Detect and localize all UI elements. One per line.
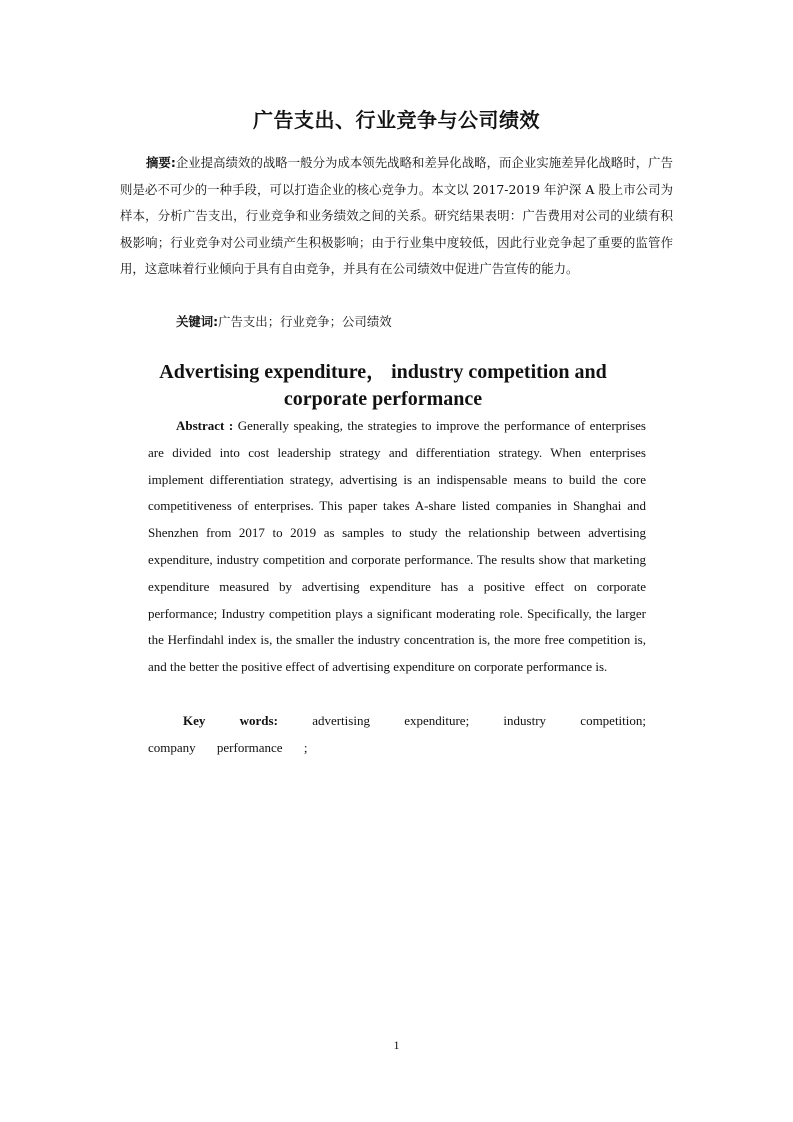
chinese-keywords (176, 309, 676, 335)
chinese-keywords-label: 关键词: (176, 314, 219, 329)
chinese-abstract (120, 150, 673, 283)
chinese-keywords-text: 广告支出；行业竞争；公司绩效 (218, 314, 392, 329)
english-abstract-label: Abstract : (176, 418, 234, 433)
english-keywords-text: advertising expenditure; industry competition; company performance ; (148, 713, 647, 755)
english-title-line-1: Advertising expenditure， industry competition and (159, 361, 607, 383)
page-number: 1 (393, 1038, 400, 1052)
chinese-abstract-text: 企业提高绩效的战略一般分为成本领先战略和差异化战略，而企业实施差异化战略时，广告则是必不可少的一种手段，可以打造企业的核心竞争力。本文以 2017-2019 年沪深 A 股上市公司为样本，分析广告支出，行业竞争和业务绩效之间的关系。研究结果表明：广告费用对公司的业绩有积极影响；行业竞争对公司业绩产生积极影响；由于行业集中度较低，因此行业竞争起了重要的监管作用，这意味着行业倾向于具有自由竞争，并具有在公司绩效中促进广告宣传的能力。 (120, 155, 674, 276)
chinese-title: 广告支出、行业竞争与公司绩效 (253, 108, 540, 132)
english-title-line-2: corporate performance (283, 388, 483, 410)
english-keywords-label: Key words: (183, 713, 278, 728)
english-abstract-text: Generally speaking, the strategies to improve the performance of enterprises are divided into cost leadership strategy and differentiation strategy. When enterprises implement differentiation strategy, advertising is an indispensable means to build the core competitiveness of enterprises. This paper takes A-share listed companies in Shanghai and Shenzhen from 2017 to 2019 as samples to study the relationship between advertising expenditure, industry competition and corporate performance. The results show that marketing expenditure measured by advertising expenditure has a positive effect on corporate performance; Industry competition plays a significant moderating role. Specifically, the larger the Herfindahl index is, the smaller the industry concentration is, the more free competition is, and the better the positive effect of advertising expenditure on corporate performance is. (148, 418, 646, 675)
chinese-abstract-label: 摘要: (146, 155, 176, 170)
english-title (150, 359, 616, 413)
english-abstract (148, 413, 646, 681)
english-keywords (148, 708, 646, 761)
